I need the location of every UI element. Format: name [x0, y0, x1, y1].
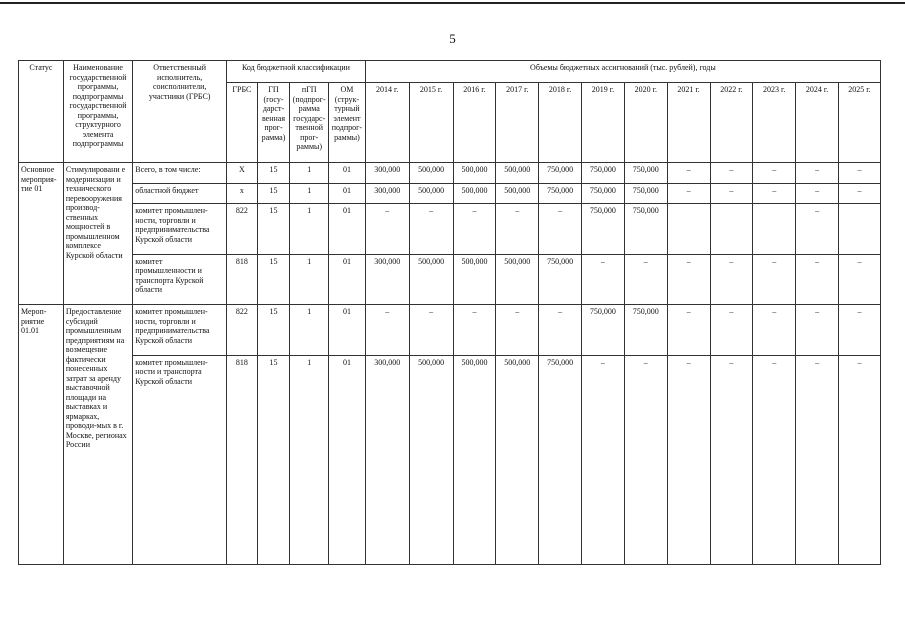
pgp-cell: 1 — [290, 204, 329, 255]
value-cell: 300,000 — [365, 355, 409, 564]
value-cell: – — [496, 204, 539, 255]
gp-cell: 15 — [257, 184, 290, 204]
value-cell: – — [753, 254, 796, 305]
header-year: 2016 г. — [453, 83, 496, 163]
value-cell: – — [667, 355, 710, 564]
grbs-cell: 818 — [227, 355, 258, 564]
om-cell: 01 — [329, 163, 366, 184]
header-status: Статус — [19, 61, 64, 163]
table-row — [19, 355, 881, 564]
value-cell: – — [624, 254, 667, 305]
value-cell: 500,000 — [453, 184, 496, 204]
table-row — [19, 204, 881, 255]
value-cell: – — [753, 184, 796, 204]
header-year: 2015 г. — [409, 83, 453, 163]
responsible-cell: комитет промышленности и транспорта Курской области — [133, 254, 227, 305]
header-year: 2022 г. — [710, 83, 753, 163]
header-pgp: пГП (подпрог-рамма государс-твенной прог-раммы) — [290, 83, 329, 163]
gp-cell: 15 — [257, 163, 290, 184]
value-cell: – — [796, 184, 839, 204]
value-cell — [753, 204, 796, 255]
om-cell: 01 — [329, 204, 366, 255]
value-cell: – — [496, 305, 539, 356]
value-cell: – — [667, 184, 710, 204]
budget-table — [18, 60, 881, 565]
om-cell: 01 — [329, 355, 366, 564]
header-grbs: ГРБС — [227, 83, 258, 163]
scan-top-border — [0, 2, 905, 4]
value-cell: 500,000 — [409, 163, 453, 184]
value-cell: 750,000 — [539, 355, 582, 564]
table-body — [19, 163, 881, 565]
value-cell: 500,000 — [409, 254, 453, 305]
value-cell: – — [838, 254, 880, 305]
value-cell: 750,000 — [582, 204, 625, 255]
value-cell: – — [753, 355, 796, 564]
pgp-cell: 1 — [290, 184, 329, 204]
value-cell: – — [838, 355, 880, 564]
value-cell: – — [753, 305, 796, 356]
value-cell: 500,000 — [409, 355, 453, 564]
value-cell: – — [710, 305, 753, 356]
header-year: 2014 г. — [365, 83, 409, 163]
gp-cell: 15 — [257, 305, 290, 356]
responsible-cell: комитет промышлен-ности, торговли и предпринимательства Курской области — [133, 305, 227, 356]
value-cell: – — [838, 184, 880, 204]
value-cell: – — [365, 204, 409, 255]
value-cell: – — [710, 184, 753, 204]
value-cell: – — [796, 163, 839, 184]
status-cell: Мероп-риятие 01.01 — [19, 305, 64, 565]
value-cell: – — [539, 305, 582, 356]
value-cell — [710, 204, 753, 255]
value-cell: 750,000 — [539, 163, 582, 184]
header-year: 2025 г. — [838, 83, 880, 163]
value-cell: 500,000 — [453, 254, 496, 305]
value-cell: – — [539, 204, 582, 255]
responsible-cell: комитет промышлен-ности, торговли и предпринимательства Курской области — [133, 204, 227, 255]
value-cell: – — [624, 355, 667, 564]
status-cell: Основное мероприя-тие 01 — [19, 163, 64, 305]
header-year: 2019 г. — [582, 83, 625, 163]
value-cell: 750,000 — [582, 163, 625, 184]
value-cell: 750,000 — [582, 184, 625, 204]
value-cell: – — [710, 163, 753, 184]
om-cell: 01 — [329, 254, 366, 305]
header-volumes: Объемы бюджетных ассигнований (тыс. рублей), годы — [365, 61, 880, 83]
gp-cell: 15 — [257, 254, 290, 305]
table-row — [19, 163, 881, 184]
value-cell: – — [667, 305, 710, 356]
name-cell: Стимулировани е модернизации и технического перевооружения производ-ственных мощностей в промышленном комплексе Курской области — [63, 163, 132, 305]
header-year: 2020 г. — [624, 83, 667, 163]
gp-cell: 15 — [257, 355, 290, 564]
value-cell: – — [453, 305, 496, 356]
value-cell: 500,000 — [496, 254, 539, 305]
name-cell: Предоставление субсидий промышленным предприятиям на возмещение фактически понесенных затрат за аренду выставочной площади на выставках и ярмарках, проводи-мых в г. Москве, регионах России — [63, 305, 132, 565]
value-cell: 300,000 — [365, 184, 409, 204]
responsible-cell: Всего, в том числе: — [133, 163, 227, 184]
value-cell: – — [667, 163, 710, 184]
header-responsible: Ответственный исполнитель, соисполнители, участники (ГРБС) — [133, 61, 227, 163]
gp-cell: 15 — [257, 204, 290, 255]
pgp-cell: 1 — [290, 355, 329, 564]
value-cell: 500,000 — [496, 184, 539, 204]
om-cell: 01 — [329, 305, 366, 356]
value-cell: – — [409, 305, 453, 356]
value-cell: 500,000 — [453, 163, 496, 184]
value-cell: 750,000 — [539, 184, 582, 204]
header-year: 2017 г. — [496, 83, 539, 163]
page-number: 5 — [449, 31, 456, 46]
grbs-cell: х — [227, 184, 258, 204]
value-cell: 750,000 — [582, 305, 625, 356]
value-cell: – — [667, 254, 710, 305]
value-cell: 750,000 — [624, 305, 667, 356]
header-name: Наименование государственной программы, подпрограммы государственной программы, структурного элемента подпрограммы — [63, 61, 132, 163]
value-cell: – — [796, 254, 839, 305]
value-cell: – — [582, 355, 625, 564]
value-cell: – — [838, 163, 880, 184]
header-om: ОМ (струк-турный элемент подпрог-раммы) — [329, 83, 366, 163]
header-year: 2021 г. — [667, 83, 710, 163]
value-cell: – — [796, 305, 839, 356]
grbs-cell: 822 — [227, 305, 258, 356]
om-cell: 01 — [329, 184, 366, 204]
value-cell: – — [710, 355, 753, 564]
value-cell: – — [796, 355, 839, 564]
value-cell: – — [753, 163, 796, 184]
grbs-cell: 822 — [227, 204, 258, 255]
value-cell: 750,000 — [624, 163, 667, 184]
value-cell: 300,000 — [365, 254, 409, 305]
value-cell: – — [453, 204, 496, 255]
value-cell — [838, 204, 880, 255]
table-row — [19, 254, 881, 305]
pgp-cell: 1 — [290, 163, 329, 184]
value-cell: 750,000 — [624, 184, 667, 204]
pgp-cell: 1 — [290, 305, 329, 356]
value-cell: – — [796, 204, 839, 255]
value-cell: 500,000 — [409, 184, 453, 204]
value-cell: 750,000 — [539, 254, 582, 305]
table-row — [19, 305, 881, 356]
grbs-cell: Х — [227, 163, 258, 184]
table-row — [19, 184, 881, 204]
value-cell: 500,000 — [453, 355, 496, 564]
value-cell: – — [409, 204, 453, 255]
responsible-cell: комитет промышлен-ности и транспорта Курской области — [133, 355, 227, 564]
pgp-cell: 1 — [290, 254, 329, 305]
grbs-cell: 818 — [227, 254, 258, 305]
value-cell: – — [582, 254, 625, 305]
header-year: 2018 г. — [539, 83, 582, 163]
value-cell: 750,000 — [624, 204, 667, 255]
responsible-cell: областной бюджет — [133, 184, 227, 204]
value-cell: 500,000 — [496, 355, 539, 564]
value-cell — [667, 204, 710, 255]
value-cell: – — [365, 305, 409, 356]
header-year: 2024 г. — [796, 83, 839, 163]
value-cell: 300,000 — [365, 163, 409, 184]
value-cell: – — [710, 254, 753, 305]
header-gp: ГП (госу-дарст-венная прог-рамма) — [257, 83, 290, 163]
value-cell: – — [838, 305, 880, 356]
value-cell: 500,000 — [496, 163, 539, 184]
header-year: 2023 г. — [753, 83, 796, 163]
header-budget-code: Код бюджетной классификации — [227, 61, 366, 83]
